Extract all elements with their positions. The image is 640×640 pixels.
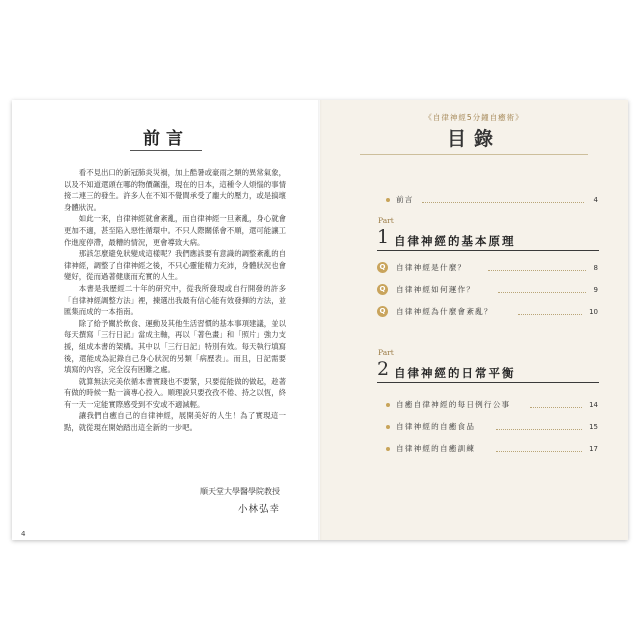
toc-row-label: 前言 xyxy=(396,195,414,204)
toc-row-page: 8 xyxy=(593,264,598,272)
leader-dots xyxy=(530,407,582,408)
book-spread xyxy=(12,100,628,540)
toc-row-label: 自癒自律神經的每日例行公事 xyxy=(396,400,511,409)
toc-row-page: 4 xyxy=(593,196,598,204)
preface-paragraph: 除了給予關於飲食、運動及其他生活習慣的基本事項建議，並以每天撰寫「三行日記」當成主軸，再以「著色畫」和「照片」強力支援，組成本書的架構。其中以「三行日記」特別有效。每天執行填寫後，還能成為記錄自己身心狀況的另類「病歷表」。而且，日記需要填寫的內容，完全沒有困難之處。 xyxy=(64,318,286,375)
toc-row-label: 自律神經是什麼？ xyxy=(396,263,467,272)
preface-page xyxy=(12,100,320,540)
toc-row-page: 15 xyxy=(589,423,598,431)
toc-row-part1-item1[interactable] xyxy=(396,261,598,275)
part-1-title: 自律神經的基本原理 xyxy=(394,234,516,248)
leader-dots xyxy=(518,314,582,315)
toc-row-label: 自律神經的自癒訓練 xyxy=(396,444,476,453)
toc-page xyxy=(320,100,628,540)
leader-dots xyxy=(488,270,586,271)
toc-title-rule xyxy=(360,154,588,155)
toc-row-part1-item2[interactable] xyxy=(396,283,598,297)
leader-dots xyxy=(496,429,582,430)
preface-paragraph: 那該怎麼避免狀變成這樣呢？我們應該要有意識的調整紊亂的自律神經，調整了自律神經之後，不只心靈能精力充沛，身體狀況也會變好，從而過著健康而充實的人生。 xyxy=(64,249,286,282)
toc-row-part2-item1[interactable] xyxy=(396,398,598,412)
toc-row-page: 10 xyxy=(589,308,598,316)
preface-paragraph: 讓我們自癒自己的自律神經，展開美好的人生！為了實現這一點，就從現在開始踏出這全新的一步吧。 xyxy=(64,411,286,433)
preface-paragraph: 看不見出口的新冠肺炎災禍，加上酷暑或豪雨之類的異常氣象，以及不知道還頭在哪的物價飆漲，現在的日本，這種令人煩惱的事情接二連三的發生。許多人在不知不覺間承受了龐大的壓力，或是搞壞身體狀況。 xyxy=(64,168,286,212)
page-number-left: 4 xyxy=(21,530,26,538)
toc-row-page: 14 xyxy=(589,401,598,409)
book-gutter-shadow xyxy=(318,100,322,540)
part-2-rule xyxy=(377,382,599,383)
toc-row-page: 17 xyxy=(589,445,598,453)
toc-row-part2-item3[interactable] xyxy=(396,442,598,456)
bullet-dot-icon xyxy=(386,198,390,202)
question-icon: Q xyxy=(377,306,388,317)
toc-title: 目錄 xyxy=(446,128,501,150)
author-affiliation: 順天堂大學醫學院教授 xyxy=(200,487,280,496)
preface-title-underline xyxy=(130,150,202,151)
bullet-dot-icon xyxy=(386,425,390,429)
part-2-title: 自律神經的日常平衡 xyxy=(394,366,516,380)
part-1-rule xyxy=(377,250,599,251)
author-name: 小林弘幸 xyxy=(237,504,280,515)
part-2-number: 2 xyxy=(377,358,390,380)
part-1-number: 1 xyxy=(377,226,390,248)
bullet-dot-icon xyxy=(386,403,390,407)
toc-book-subtitle: 《自律神經5分鐘自癒術》 xyxy=(424,113,524,122)
toc-row-part2-item2[interactable] xyxy=(396,420,598,434)
preface-paragraph: 就算無法完美依循本書實踐也不要緊，只要從能做的做起，趁著有做的時候一點一滴專心投入。順理說只要孜孜不倦、持之以恆，終有一天一定能實際感受到不安或不適減輕。 xyxy=(64,376,286,409)
toc-row-intro[interactable] xyxy=(396,193,598,207)
toc-row-label: 自律神經如何運作？ xyxy=(396,285,476,294)
toc-row-label: 自律神經的自癒食品 xyxy=(396,422,476,431)
toc-row-part1-item3[interactable] xyxy=(396,305,598,319)
preface-paragraph: 如此一來，自律神經就會紊亂，而自律神經一旦紊亂，身心就會更加不適，甚至陷入惡性循環中。不只人際關係會不順，還可能讓工作進度停滯，最糟的情況，更會導致大病。 xyxy=(64,214,286,247)
toc-row-page: 9 xyxy=(593,286,598,294)
preface-title: 前言 xyxy=(143,129,189,149)
bullet-dot-icon xyxy=(386,447,390,451)
preface-paragraph: 本書是我歷經二十年的研究中，從我所發現或自行開發的許多「自律神經調整方法」裡，揀選出我最有信心能有效發揮的方法，並匯集而成的一本指南。 xyxy=(64,283,286,317)
author-signature xyxy=(200,486,280,515)
part-2-word: Part xyxy=(378,348,394,357)
preface-body xyxy=(64,167,286,434)
leader-dots xyxy=(422,202,584,203)
part-1-word: Part xyxy=(378,216,394,225)
leader-dots xyxy=(498,292,586,293)
question-icon: Q xyxy=(377,284,388,295)
question-icon: Q xyxy=(377,262,388,273)
toc-row-label: 自律神經為什麼會紊亂？ xyxy=(396,307,493,316)
leader-dots xyxy=(496,451,582,452)
